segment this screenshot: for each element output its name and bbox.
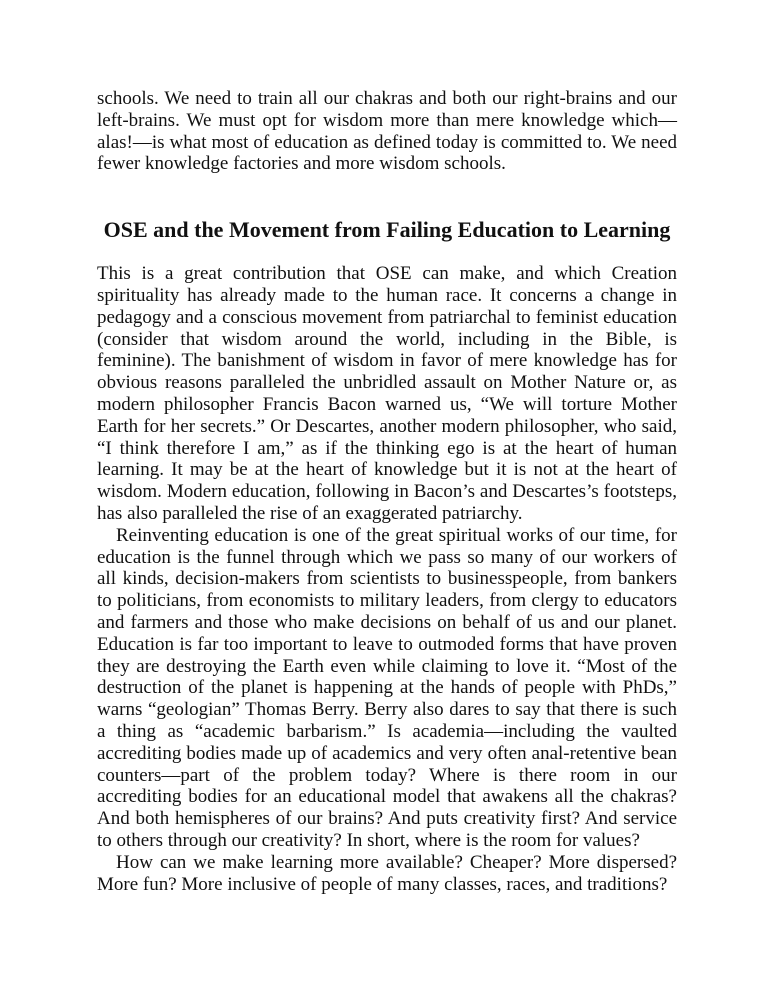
section-paragraph-1: This is a great contribution that OSE can make, and which Creation spirituality has already made to the human race. It concerns a change in pedagogy and a conscious movement from patriarchal to feminist education (consider that wisdom around the world, including in the Bible, is feminine). The banishment of wisdom in favor of mere knowledge has for obvious reasons paralleled the unbridled assault on Mother Nature or, as modern philosopher Francis Bacon warned us, “We will torture Mother Earth for her secrets.” Or Descartes, another modern philosopher, who said, “I think therefore I am,” as if the thinking ego is at the heart of human learning. It may be at the heart of knowledge but it is not at the heart of wisdom. Modern education, following in Bacon’s and Descartes’s footsteps, has also paralleled the rise of an exaggerated patriarchy. [97, 263, 677, 524]
document-page [97, 88, 677, 895]
section-paragraph-2: Reinventing education is one of the great spiritual works of our time, for education is the funnel through which we pass so many of our workers of all kinds, decision-makers from scientists to businesspeople, from bankers to politicians, from economists to military leaders, from clergy to educators and farmers and those who make decisions on behalf of us and our planet. Education is far too important to leave to outmoded forms that have proven they are destroying the Earth even while claiming to love it. “Most of the destruction of the planet is happening at the hands of people with PhDs,” warns “geologian” Thomas Berry. Berry also dares to say that there is such a thing as “academic barbarism.” Is academia—including the vaulted accrediting bodies made up of academics and very often anal-retentive bean counters—part of the problem today? Where is there room in our accrediting bodies for an educational model that awakens all the chakras? And both hemispheres of our brains? And puts creativity first? And service to others through our creativity? In short, where is the room for values? [97, 524, 677, 851]
paragraph-continued: schools. We need to train all our chakras and both our right-brains and our left-brains. We must opt for wisdom more than mere knowledge which—alas!—is what most of education as defined today is committed to. We need fewer knowledge factories and more wisdom schools. [97, 88, 677, 175]
section-heading: OSE and the Movement from Failing Education to Learning [103, 217, 671, 243]
section-paragraph-3: How can we make learning more available? Cheaper? More dispersed? More fun? More inclusive of people of many classes, races, and traditions? [97, 851, 677, 895]
